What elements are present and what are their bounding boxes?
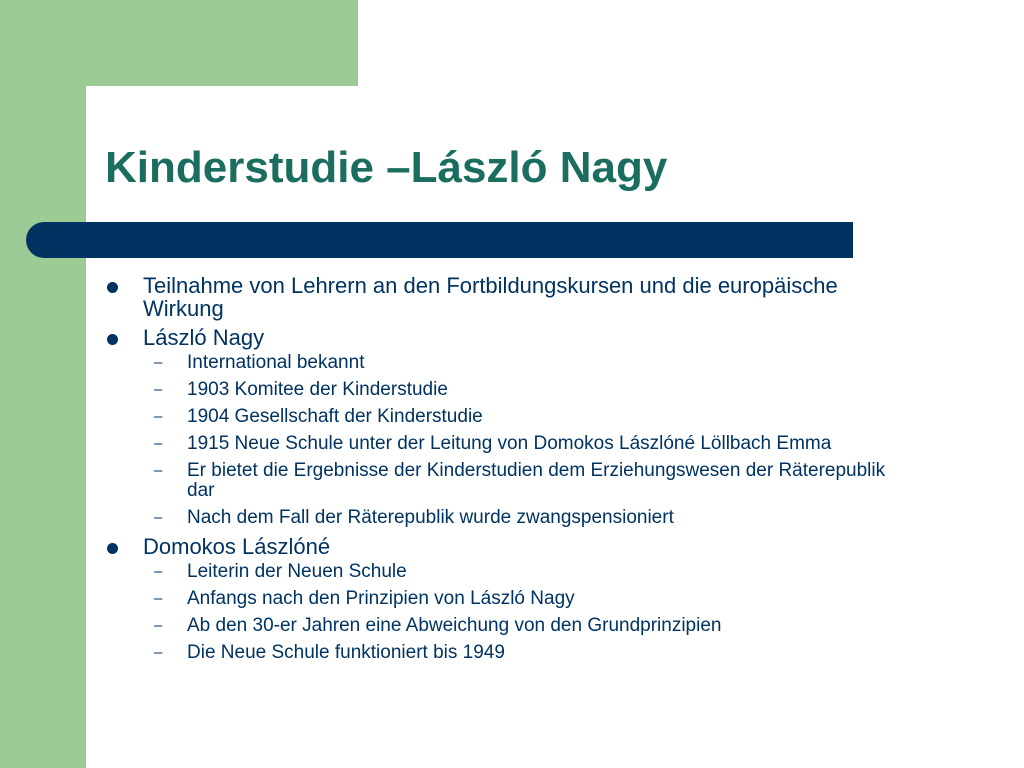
dash-icon: –: [154, 590, 163, 607]
sub-item: [143, 353, 905, 373]
sub-item-text: Anfangs nach den Prinzipien von László Nagy: [187, 588, 575, 609]
dash-icon: –: [154, 354, 163, 371]
dash-icon: –: [154, 381, 163, 398]
sub-item-text: Nach dem Fall der Räterepublik wurde zwangspensioniert: [187, 507, 674, 528]
sub-item-text: Leiterin der Neuen Schule: [187, 561, 407, 582]
sub-item: [143, 508, 905, 528]
bullet-text: László Nagy: [143, 325, 265, 350]
sub-item: [143, 407, 905, 427]
slide-title: Kinderstudie –László Nagy: [105, 143, 668, 192]
dash-icon: –: [154, 462, 163, 479]
dash-icon: –: [154, 435, 163, 452]
title-underline-bar: [26, 222, 853, 258]
sub-item-text: Er bietet die Ergebnisse der Kinderstudien dem Erziehungswesen der Räterepublik dar: [187, 460, 886, 501]
sub-item-text: 1915 Neue Schule unter der Leitung von Domokos Lászlóné Löllbach Emma: [187, 433, 832, 454]
bullet-text: Teilnahme von Lehrern an den Fortbildungskursen und die europäische Wirkung: [143, 273, 838, 321]
dash-icon: –: [154, 509, 163, 526]
dash-icon: –: [154, 644, 163, 661]
dash-icon: –: [154, 408, 163, 425]
sub-item: [143, 562, 905, 582]
sub-item: [143, 461, 905, 501]
dash-icon: –: [154, 563, 163, 580]
dash-icon: –: [154, 617, 163, 634]
bullet-dot-icon: [107, 282, 118, 293]
decor-green-column: [0, 0, 86, 768]
bullet-item: [105, 274, 905, 320]
bullet-item: [105, 326, 905, 528]
sub-item-text: 1904 Gesellschaft der Kinderstudie: [187, 406, 483, 427]
sub-item: [143, 643, 905, 663]
sub-item-text: International bekannt: [187, 352, 365, 373]
sub-item: [143, 380, 905, 400]
sub-list: [143, 353, 905, 528]
bullet-text: Domokos Lászlóné: [143, 534, 331, 559]
sub-item: [143, 434, 905, 454]
sub-item-text: 1903 Komitee der Kinderstudie: [187, 379, 448, 400]
sub-list: [143, 562, 905, 663]
sub-item-text: Die Neue Schule funktioniert bis 1949: [187, 642, 505, 663]
sub-item: [143, 616, 905, 636]
bullet-dot-icon: [107, 543, 118, 554]
decor-green-top: [86, 0, 358, 86]
bullet-dot-icon: [107, 334, 118, 345]
sub-item: [143, 589, 905, 609]
bullet-item: [105, 535, 905, 663]
bullet-list: [105, 268, 905, 670]
sub-item-text: Ab den 30-er Jahren eine Abweichung von den Grundprinzipien: [187, 615, 722, 636]
